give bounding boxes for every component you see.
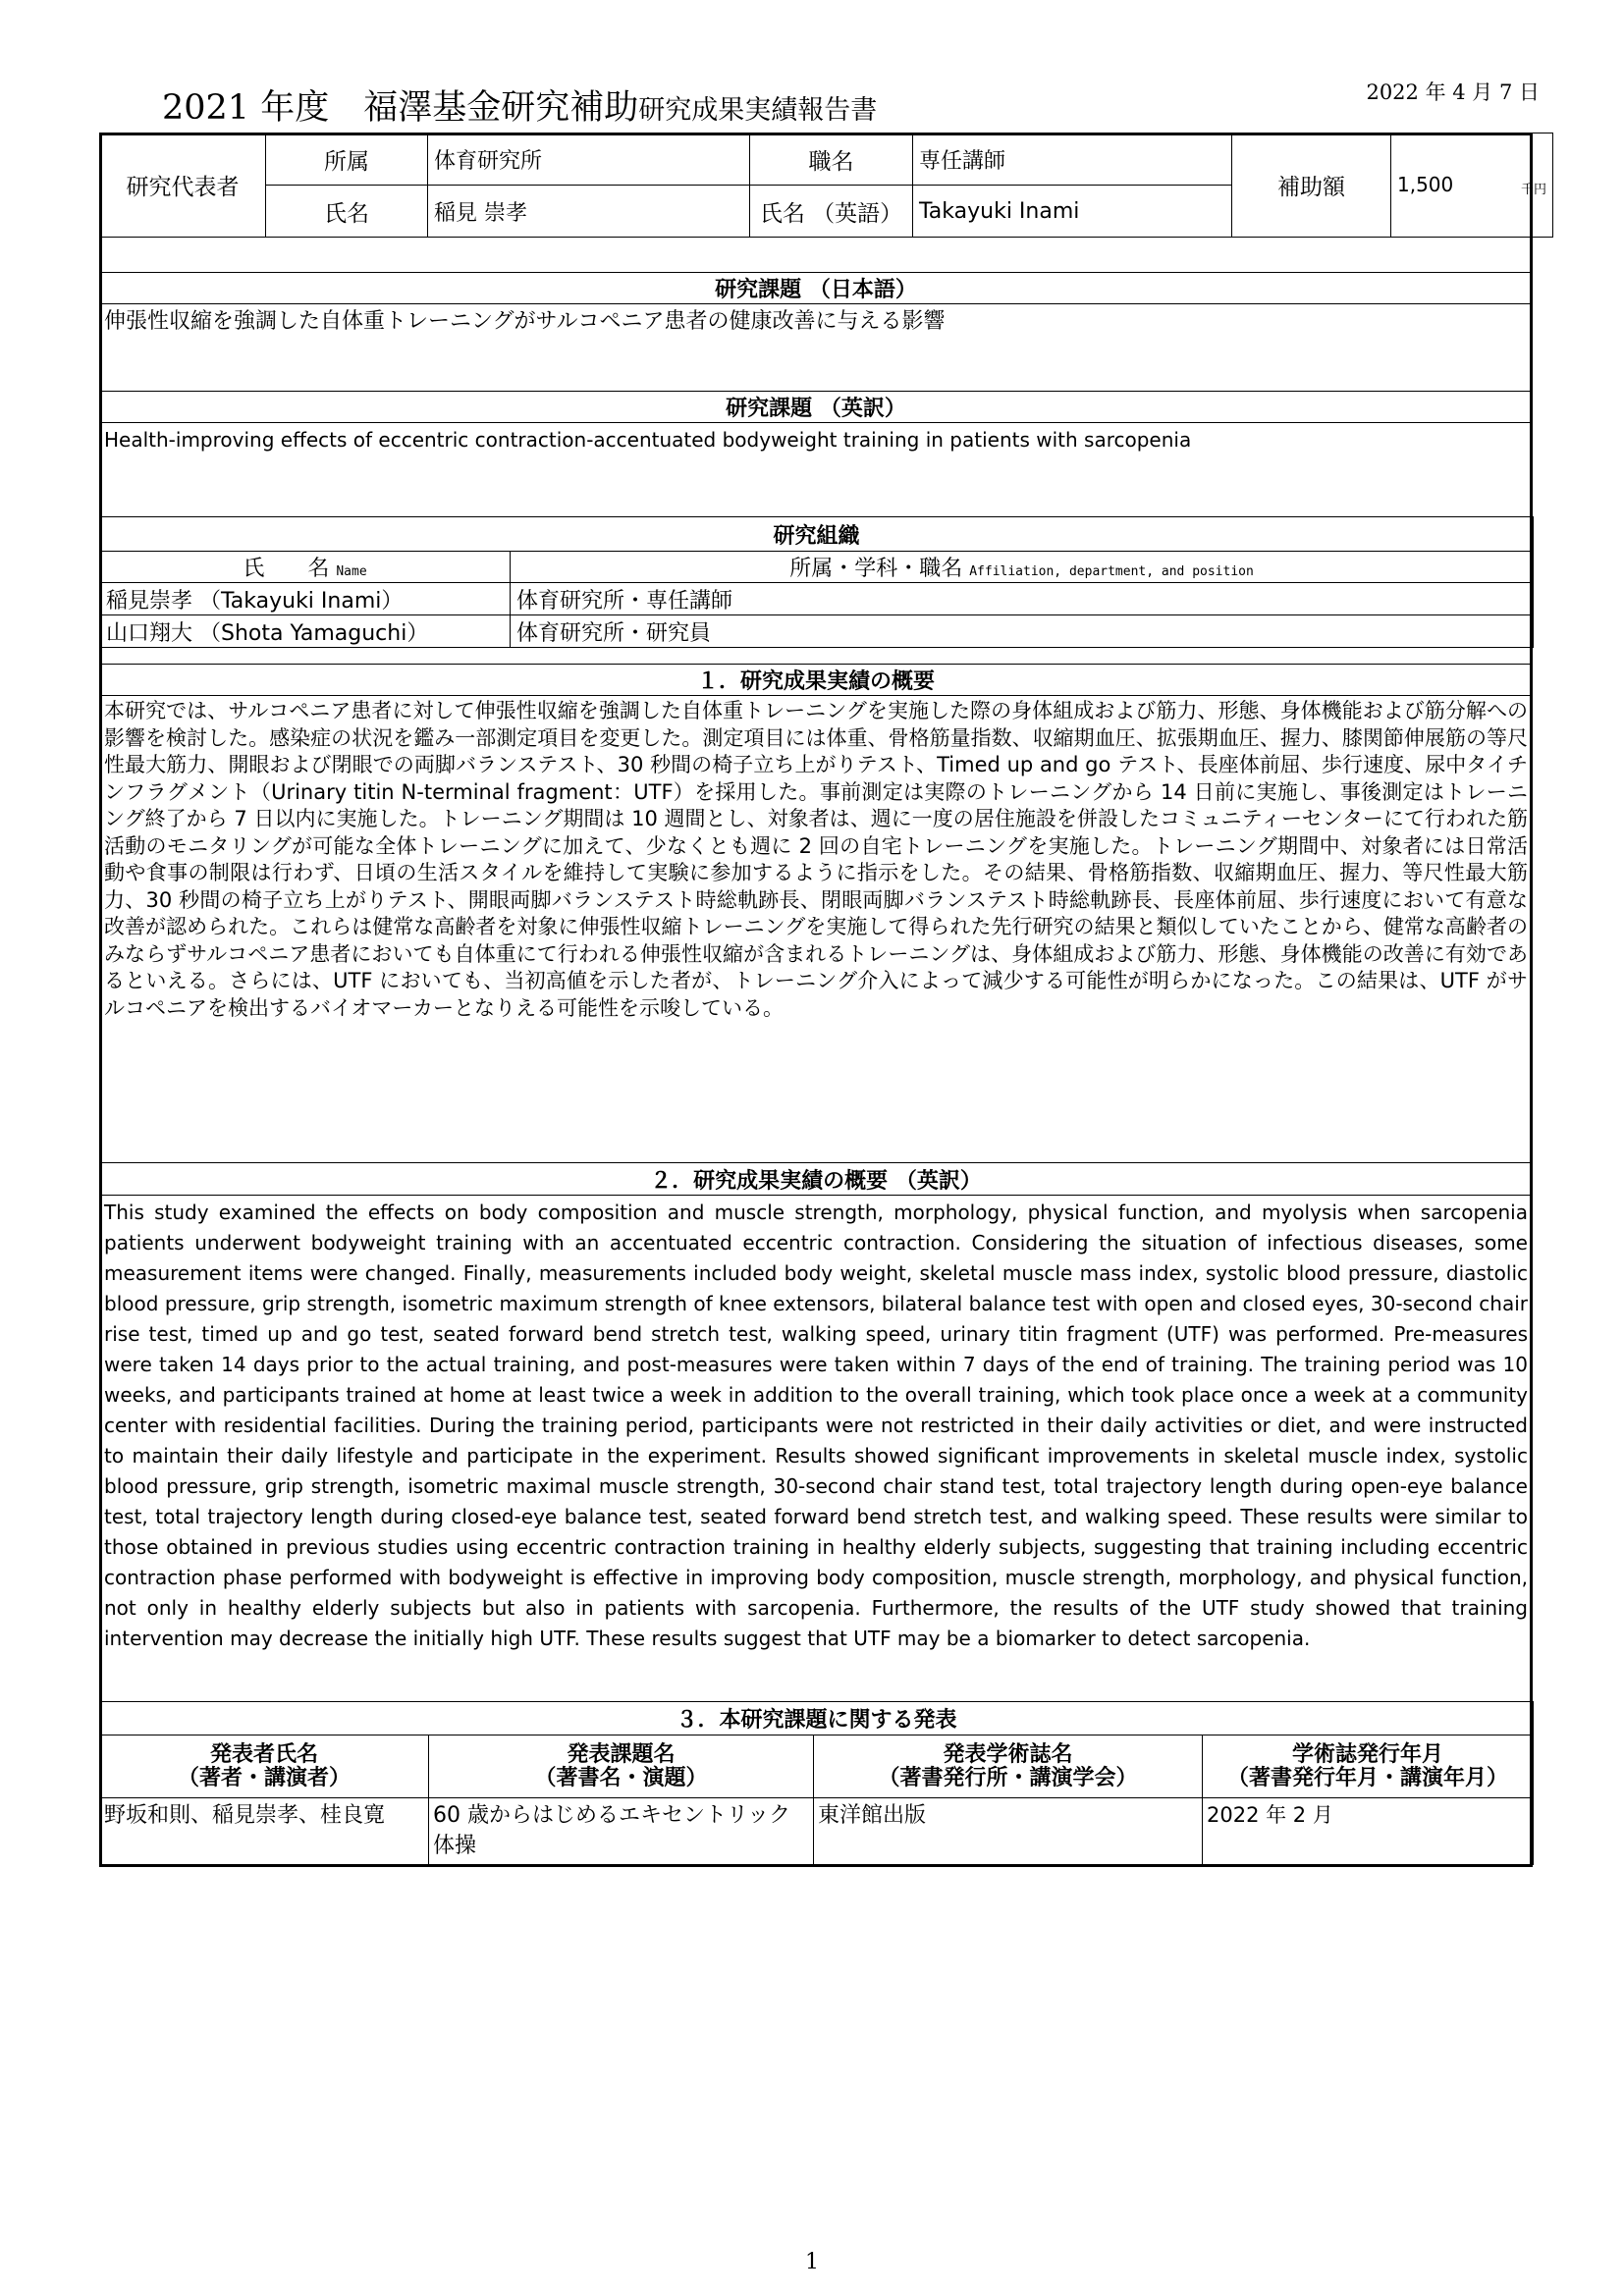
theme-jp-heading: 研究課題 （日本語） (100, 273, 1533, 304)
pub-col-authors-line1: 発表者氏名 (209, 1741, 318, 1767)
org-col-aff (511, 552, 1534, 583)
member-name: 山口翔大 （Shota Yamaguchi） (100, 615, 511, 648)
summary-en-text: This study examined the effects on body composition and muscle strength, morphology, physical function, and myolysis when sarcopenia patients underwent bodyweight training with an accentuated eccentric contraction. Considering the situation of infectious diseases, some measurement items were changed. Finally, measurements included body weight, skeletal muscle mass index, systolic blood pressure, diastolic blood pressure, grip strength, isometric maximum strength of knee extensors, bilateral balance test with open and closed eyes, 30-second chair rise test, timed up and go test, seated forward bend stretch test, walking speed, urinary titin fragment (UTF) was performed. Pre-measures were taken 14 days prior to the actual training, and post-measures were taken within 7 days of the end of training. The training period was 10 weeks, and participants trained at home at least twice a week in addition to the overall training, which took place once a week at a community center with residential facilities. During the training period, participants were not restricted in their daily activities or diet, and were instructed to maintain their daily lifestyle and participate in the experiment. Results showed significant improvements in skeletal muscle index, systolic blood pressure, grip strength, isometric maximal muscle strength, 30-second chair stand test, total trajectory length during open-eye balance test, total trajectory length during closed-eye balance test, seated forward bend stretch test, and walking speed. These results were similar to those obtained in previous studies using eccentric contraction training in healthy elderly subjects, suggesting that training including eccentric contraction phase performed with bodyweight is effective in improving body composition, muscle strength, morphology, and physical function, not only in healthy elderly subjects but also in patients with sarcopenia. Furthermore, the results of the UTF study showed that training intervention may decrease the initially high UTF. These results suggest that UTF may be a biomarker to detect sarcopenia. (100, 1196, 1533, 1702)
pub-col-authors (100, 1735, 429, 1798)
summary-jp-heading: １．研究成果実績の概要 (100, 665, 1533, 696)
pub-col-title-line2: （著書名・演題） (534, 1765, 708, 1790)
summary-jp-table (99, 664, 1533, 1165)
representative-label: 研究代表者 (100, 133, 266, 238)
organization-table (99, 516, 1534, 648)
pub-col-date (1203, 1735, 1534, 1798)
title-main: 2021 年度 福澤基金研究補助 (162, 88, 639, 128)
member-name: 稲見崇孝 （Takayuki Inami） (100, 583, 511, 615)
theme-jp-text: 伸張性収縮を強調した自体重トレーニングがサルコペニア患者の健康改善に与える影響 (100, 304, 1533, 393)
summary-en-table (99, 1162, 1533, 1702)
document-title (162, 80, 877, 130)
publications-heading: ３．本研究課題に関する発表 (100, 1702, 1534, 1735)
pub-date: 2022 年 2 月 (1203, 1798, 1534, 1865)
pub-col-date-line2: （著書発行年月・講演年月） (1227, 1765, 1509, 1790)
pub-col-authors-line2: （著者・講演者） (177, 1765, 351, 1790)
name-label: 氏名 (266, 186, 428, 238)
summary-en-heading: ２．研究成果実績の概要 （英訳） (100, 1163, 1533, 1196)
theme-jp-table (99, 272, 1533, 393)
position-label: 職名 (750, 133, 913, 186)
member-affiliation: 体育研究所・専任講師 (511, 583, 1534, 615)
pub-publisher: 東洋館出版 (814, 1798, 1203, 1865)
pub-col-journal (814, 1735, 1203, 1798)
name-en-value: Takayuki Inami (913, 186, 1232, 238)
grant-unit: 千円 (1520, 183, 1546, 197)
position-value: 専任講師 (913, 133, 1232, 186)
org-col-aff-en: Affiliation, department, and position (969, 564, 1254, 579)
grant-cell (1391, 133, 1553, 238)
pub-authors: 野坂和則、稲見崇孝、桂良寛 (100, 1798, 429, 1865)
org-col-name (100, 552, 511, 583)
pub-col-title-line1: 発表課題名 (567, 1741, 676, 1767)
org-col-aff-jp: 所属・学科・職名 (789, 557, 963, 581)
organization-heading: 研究組織 (100, 517, 1534, 552)
pub-title: 60 歳からはじめるエキセントリック体操 (429, 1798, 814, 1865)
publications-table (99, 1701, 1534, 1865)
affiliation-value: 体育研究所 (428, 133, 750, 186)
theme-en-table (99, 391, 1533, 517)
theme-en-heading: 研究課題 （英訳） (100, 392, 1533, 423)
pub-col-date-line1: 学術誌発行年月 (1292, 1741, 1444, 1767)
report-date: 2022 年 4 月 7 日 (1366, 80, 1540, 104)
summary-jp-text: 本研究では、サルコペニア患者に対して伸張性収縮を強調した自体重トレーニングを実施した際の身体組成および筋力、形態、身体機能および筋分解への影響を検討した。感染症の状況を鑑み一部測定項目を変更した。測定項目には体重、骨格筋量指数、収縮期血圧、拡張期血圧、握力、膝関節伸展筋の等尺性最大筋力、開眼および閉眼での両脚バランステスト、30 秒間の椅子立ち上がりテスト、Timed up and go テスト、長座体前屈、歩行速度、尿中タイチンフラグメント（Urinary titin N-terminal fragment：UTF）を採用した。事前測定は実際のトレーニングから 14 日前に実施し、事後測定はトレーニング終了から 7 日以内に実施した。トレーニング期間は 10 週間とし、対象者は、週に一度の居住施設を併設したコミュニティーセンターにて行われた筋活動のモニタリングが可能な全体トレーニングに加えて、少なくとも週に 2 回の自宅トレーニングを実施した。トレーニング期間中、対象者には日常活動や食事の制限は行わず、日頃の生活スタイルを維持して実験に参加するように指示をした。その結果、骨格筋指数、収縮期血圧、握力、等尺性最大筋力、30 秒間の椅子立ち上がりテスト、開眼両脚バランステスト時総軌跡長、閉眼両脚バランステスト時総軌跡長、長座体前屈、歩行速度において有意な改善が認められた。これらは健常な高齢者を対象に伸張性収縮トレーニングを実施して得られた先行研究の結果と類似していたことから、健常な高齢者のみならずサルコペニア患者においても自体重にて行われる伸張性収縮が含まれるトレーニングは、身体組成および筋力、形態、身体機能の改善に有効であるといえる。さらには、UTF においても、当初高値を示した者が、トレーニング介入によって減少する可能性が明らかになった。この結果は、UTF がサルコペニアを検出するバイオマーカーとなりえる可能性を示唆している。 (100, 696, 1533, 1165)
theme-en-text: Health-improving effects of eccentric contraction-accentuated bodyweight training in patients with sarcopenia (100, 423, 1533, 517)
grant-label: 補助額 (1232, 133, 1391, 238)
pub-col-journal-line1: 発表学術誌名 (943, 1741, 1073, 1767)
pub-col-title (429, 1735, 814, 1798)
name-value: 稲見 崇孝 (428, 186, 750, 238)
name-en-label: 氏名 （英語） (750, 186, 913, 238)
org-col-name-jp: 氏 名 (243, 557, 330, 581)
table-row (100, 1798, 1534, 1865)
grant-amount: 1,500 (1397, 173, 1454, 196)
org-col-name-en: Name (336, 564, 367, 579)
affiliation-label: 所属 (266, 133, 428, 186)
pub-col-journal-line2: （著書発行所・講演学会） (878, 1765, 1138, 1790)
member-affiliation: 体育研究所・研究員 (511, 615, 1534, 648)
title-sub: 研究成果実績報告書 (638, 95, 878, 126)
representative-table (99, 133, 1553, 238)
page-number: 1 (805, 2250, 819, 2274)
